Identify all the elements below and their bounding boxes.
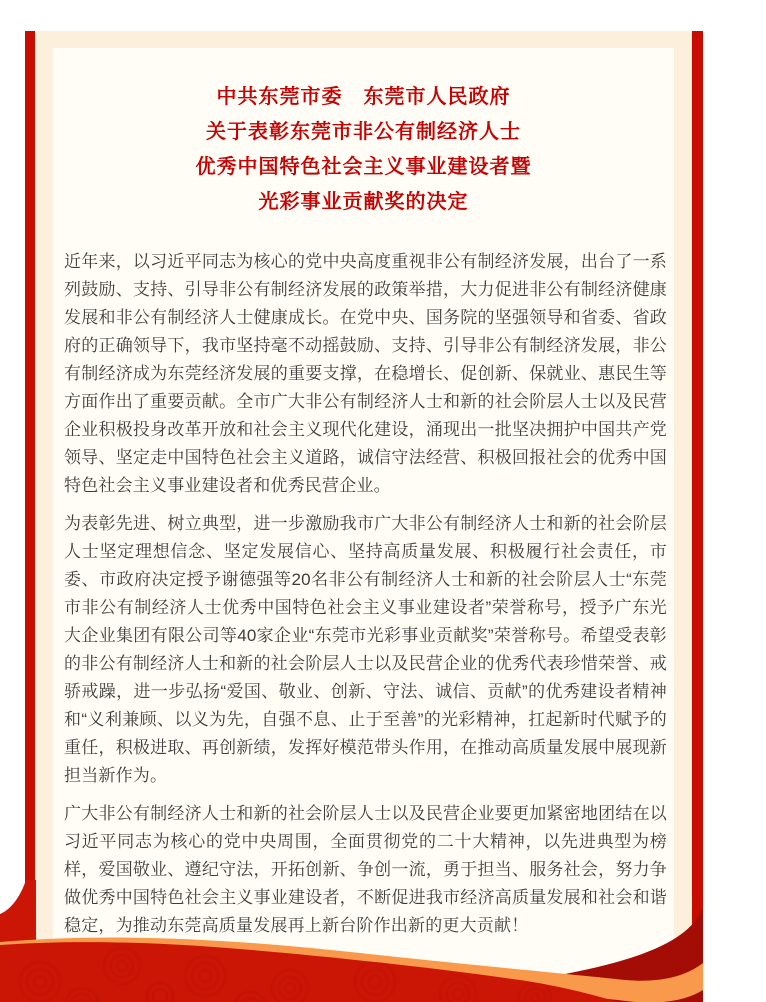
body-paragraph: 为表彰先进、树立典型，进一步激励我市广大非公有制经济人士和新的社会阶层人士坚定理想信念、坚定发展信心、坚持高质量发展、积极履行社会责任，市委、市政府决定授予谢德强等20名非公有制经济人士和新的社会阶层人士“东莞市非公有制经济人士优秀中国特色社会主义事业建设者”荣誉称号，授予广东光大企业集团有限公司等40家企业“东莞市光彩事业贡献奖”荣誉称号。希望受表彰的非公有制经济人士和新的社会阶层人士以及民营企业的优秀代表珍惜荣誉、戒骄戒躁，进一步弘扬“爱国、敬业、创新、守法、诚信、贡献”的优秀建设者精神和“义利兼顾、以义为先，自强不息、止于至善”的光彩精神，扛起新时代赋予的重任，积极进取、再创新绩，发挥好模范带头作用，在推动高质量发展中展现新担当新作为。 [64,514,667,785]
title-line-2: 关于表彰东莞市非公有制经济人士 [206,121,521,143]
title-line-3: 优秀中国特色社会主义事业建设者暨 [195,156,532,178]
card-peach-border [35,31,692,1002]
title-line-1: 中共东莞市委 东莞市人民政府 [216,86,511,108]
document-body [53,220,674,940]
document-title [53,48,674,220]
document-card [25,31,703,1002]
body-paragraph: 近年来，以习近平同志为核心的党中央高度重视非公有制经济发展，出台了一系列鼓励、支持、引导非公有制经济发展的政策举措，大力促进非公有制经济健康发展和非公有制经济人士健康成长。在党中央、国务院的坚强领导和省委、省政府的正确领导下，我市坚持毫不动摇鼓励、支持、引导非公有制经济发展，非公有制经济成为东莞经济发展的重要支撑，在稳增长、促创新、保就业、惠民生等方面作出了重要贡献。全市广大非公有制经济人士和新的社会阶层人士以及民营企业积极投身改革开放和社会主义现代化建设，涌现出一批坚决拥护中国共产党领导、坚定走中国特色社会主义道路，诚信守法经营、积极回报社会的优秀中国特色社会主义事业建设者和优秀民营企业。 [64,252,667,495]
body-paragraph: 广大非公有制经济人士和新的社会阶层人士以及民营企业要更加紧密地团结在以习近平同志为核心的党中央周围，全面贯彻党的二十大精神，以先进典型为榜样，爱国敬业、遵纪守法，开拓创新、争创一流，勇于担当、服务社会，努力争做优秀中国特色社会主义事业建设者，不断促进我市经济高质量发展和社会和谐稳定，为推动东莞高质量发展再上新台阶作出新的更大贡献！ [64,804,667,935]
document-panel [53,48,674,1002]
title-line-4: 光彩事业贡献奖的决定 [258,191,469,213]
bottom-wave-decoration [0,870,703,1002]
